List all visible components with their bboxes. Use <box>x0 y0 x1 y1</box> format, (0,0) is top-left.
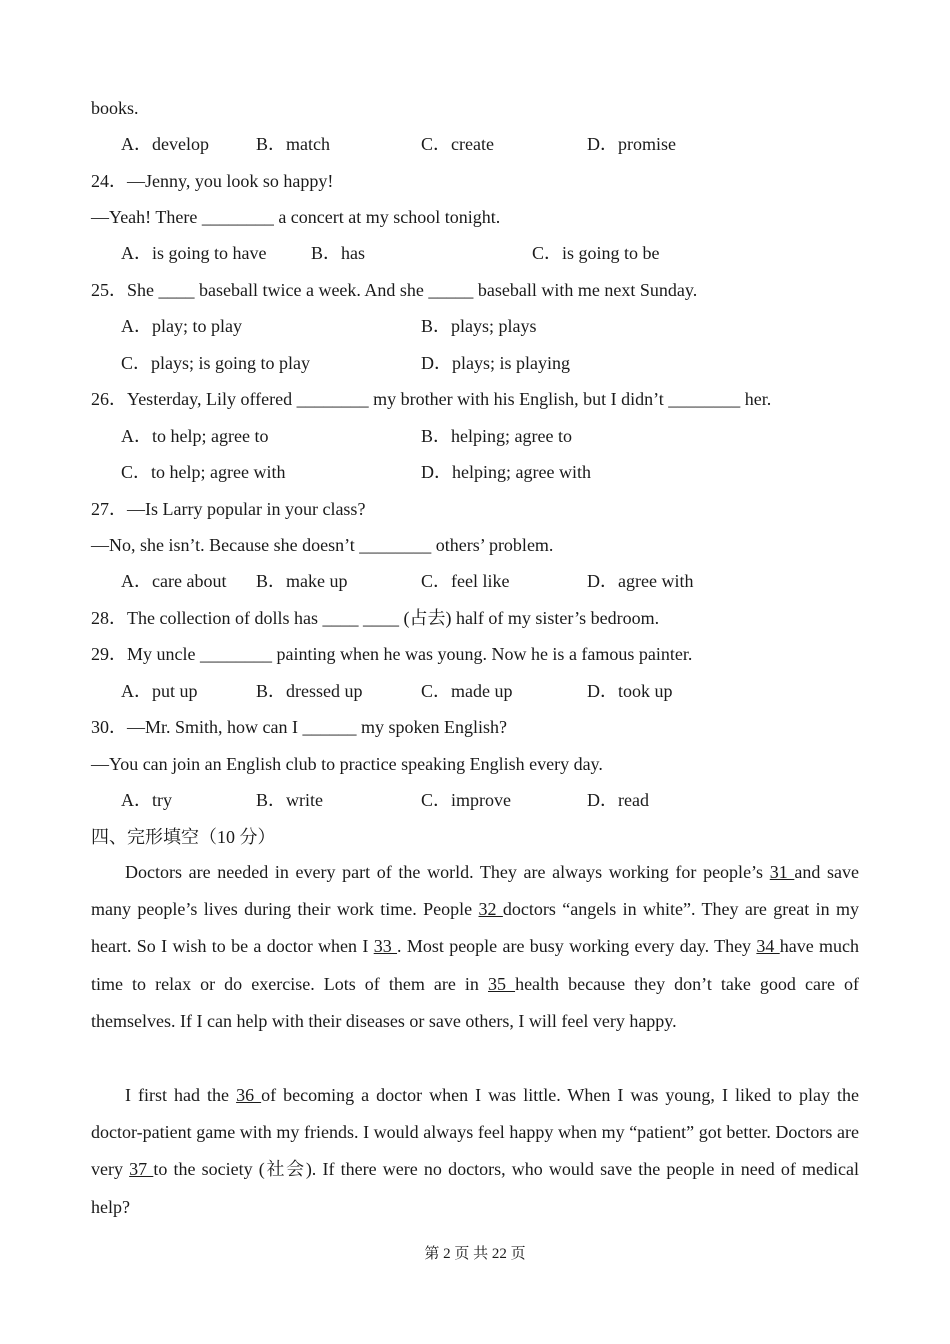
q27-option-c: C．feel like <box>421 571 510 591</box>
q25-option-d: D．plays; is playing <box>421 353 570 373</box>
blank-37: 37 <box>129 1159 154 1180</box>
cloze-paragraph-1 <box>91 854 859 1040</box>
blank-35: 35 <box>488 973 516 994</box>
q24-stem: 24．—Jenny, you look so happy! <box>91 171 334 191</box>
q26-stem: 26．Yesterday, Lily offered ________ my brother with his English, but I didn’t ________ her. <box>91 389 772 409</box>
q25-stem: 25．She ____ baseball twice a week. And she _____ baseball with me next Sunday. <box>91 280 698 300</box>
p1-text: and save many people’s lives during their work time. People <box>91 862 859 920</box>
q24-reply: —Yeah! There ________ a concert at my school tonight. <box>91 207 501 227</box>
q29-stem: 29．My uncle ________ painting when he was young. Now he is a famous painter. <box>91 644 693 664</box>
q30-option-c: C．improve <box>421 790 511 810</box>
q28-stem: 28．The collection of dolls has ____ ____ (占去) half of my sister’s bedroom. <box>91 608 660 628</box>
q27-option-a: A．care about <box>121 571 227 591</box>
q26-option-a: A．to help; agree to <box>121 426 269 446</box>
q30-reply: —You can join an English club to practice speaking English every day. <box>91 754 603 774</box>
q25-option-c: C．plays; is going to play <box>121 353 310 373</box>
q30-option-b: B．write <box>256 790 323 810</box>
q27-option-b: B．make up <box>256 571 348 591</box>
blank-33: 33 <box>373 936 398 957</box>
blank-32: 32 <box>478 899 503 920</box>
q24-option-b: B．has <box>311 243 365 263</box>
q23-option-d: D．promise <box>587 134 676 154</box>
q29-option-c: C．made up <box>421 681 513 701</box>
blank-34: 34 <box>756 936 780 957</box>
q25-option-a: A．play; to play <box>121 316 242 336</box>
q30-option-d: D．read <box>587 790 649 810</box>
p2-text: I first had the <box>125 1085 237 1105</box>
q29-option-d: D．took up <box>587 681 673 701</box>
q26-option-d: D．helping; agree with <box>421 462 591 482</box>
q23-option-c: C．create <box>421 134 494 154</box>
q26-option-c: C．to help; agree with <box>121 462 286 482</box>
page-footer: 第 2 页 共 22 页 <box>424 1246 526 1262</box>
p1-text: doctors “angels in white”. They are great in my heart. So I wish to be a doctor when I <box>91 899 860 957</box>
q29-option-b: B．dressed up <box>256 681 363 701</box>
carry-over-text: books. <box>91 98 139 118</box>
q27-stem: 27．—Is Larry popular in your class? <box>91 499 366 519</box>
cloze-paragraph-2 <box>91 1077 859 1226</box>
q24-option-a: A．is going to have <box>121 243 267 263</box>
blank-36: 36 <box>236 1085 262 1105</box>
blank-31: 31 <box>769 862 795 882</box>
q25-option-b: B．plays; plays <box>421 316 537 336</box>
q29-option-a: A．put up <box>121 681 198 701</box>
q24-option-c: C．is going to be <box>532 243 660 263</box>
q27-reply: —No, she isn’t. Because she doesn’t ________ others’ problem. <box>91 535 554 555</box>
section-4-title: 四、完形填空（10 分） <box>91 827 276 847</box>
p2-text: to the society (社会). If there were no doctors, who would save the people in need of medical help? <box>91 1159 859 1217</box>
p1-text: health because they don’t take good care of themselves. If I can help with their diseases or save others, I will feel very happy. <box>91 973 859 1031</box>
p1-text: have much time to relax or do exercise. Lots of them are in <box>91 936 860 994</box>
p1-text: Doctors are needed in every part of the world. They are always working for people’s <box>125 862 770 882</box>
q26-option-b: B．helping; agree to <box>421 426 572 446</box>
q23-option-b: B．match <box>256 134 330 154</box>
q23-option-a: A．develop <box>121 134 209 154</box>
p2-text: of becoming a doctor when I was little. When I was young, I liked to play the doctor-patient game with my friends. I would always feel happy when my “patient” got better. Doctors are very <box>91 1085 860 1180</box>
q30-stem: 30．—Mr. Smith, how can I ______ my spoken English? <box>91 717 507 737</box>
p1-text: . Most people are busy working every day. They <box>397 936 757 957</box>
q30-option-a: A．try <box>121 790 172 810</box>
q27-option-d: D．agree with <box>587 571 694 591</box>
